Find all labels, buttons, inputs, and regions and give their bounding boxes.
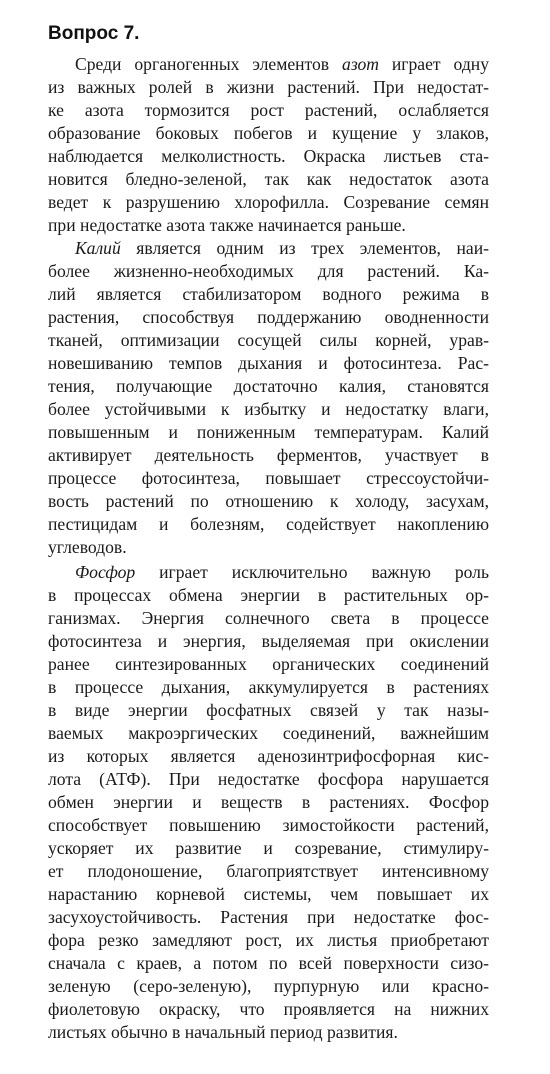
text-line: из важных ролей в жизни растений. При недостат- [48,77,489,97]
question-heading: Вопрос 7. [48,23,140,44]
text-line: лий является стабилизатором водного режима в [48,284,489,304]
text-line: ваемых макроэргических соединений, важнейшим [48,723,489,743]
text-line: тканей, оптимизации сосущей силы корней, урав- [48,330,489,350]
line-text-after: играет одну [378,54,489,74]
text-line: более устойчивыми к избытку и недостатку влаги, [48,399,489,419]
text-line: в процессах обмена энергии в растительных ор- [48,585,489,605]
text-line: зеленую (серо-зеленую), пурпурную или красно- [48,976,489,996]
text-line: ганизмах. Энергия солнечного света в процессе [48,608,489,628]
text-line: растения, способствуя поддержанию оводненности [48,307,489,327]
text-line: в процессе дыхания, аккумулируется в растениях [48,677,489,697]
text-line: ке азота тормозится рост растений, ослабляется [48,100,489,120]
element-term: Фосфор [75,562,136,582]
text-line: при недостатке азота также начинается раньше. [48,215,406,235]
text-line: вость растений по отношению к холоду, засухам, [48,491,489,511]
text-line: засухоустойчивость. Растения при недостатке фос- [48,907,489,927]
element-term: азот [342,54,379,74]
text-line: ранее синтезированных органических соединений [48,654,489,674]
text-line: образование боковых побегов и кущение у злаков, [48,123,489,143]
text-line: новится бледно-зеленой, так как недостаток азота [48,169,489,189]
text-line: повышенным и пониженным температурам. Калий [48,422,489,442]
text-line: углеводов. [48,537,127,557]
text-line: фиолетовую окраску, что проявляется на нижних [48,999,489,1019]
text-line: листьях обычно в начальный период развития. [48,1022,398,1042]
line-text-before: Среди органогенных элементов [75,54,343,74]
element-term: Калий [75,238,121,258]
text-line: пестицидам и болезням, содействует накоплению [48,514,489,534]
text-line: ускоряет их развитие и созревание, стимулиру- [48,838,489,858]
text-line: новешиванию темпов дыхания и фотосинтеза. Рас- [48,353,489,373]
text-line: в виде энергии фосфатных связей у так назы- [48,700,489,720]
line-text-after: играет исключительно важную роль [135,562,489,582]
text-line: тения, получающие достаточно калия, становятся [48,376,489,396]
text-line: нарастанию корневой системы, чем повышает их [48,884,489,904]
text-line: ведет к разрушению хлорофилла. Созревание семян [48,192,489,212]
text-line [75,236,489,260]
text-line: фотосинтеза и энергия, выделяемая при окислении [48,631,489,651]
text-line [75,52,489,76]
text-line: ет плодоношение, благоприятствует интенсивному [48,861,489,881]
text-line: процессе фотосинтеза, повышает стрессоустойчи- [48,468,489,488]
text-line: наблюдается мелколистность. Окраска листьев ста- [48,146,489,166]
text-line: обмен энергии и веществ в растениях. Фосфор [48,792,489,812]
text-line: способствует повышению зимостойкости растений, [48,815,489,835]
text-line: фора резко замедляют рост, их листья приобретают [48,930,489,950]
text-line: из которых является аденозинтрифосфорная кис- [48,746,489,766]
text-line: лота (АТФ). При недостатке фосфора нарушается [48,769,489,789]
text-line [75,560,489,584]
line-text-after: является одним из трех элементов, наи- [120,238,489,258]
text-line: сначала с краев, а потом по всей поверхности сизо- [48,953,489,973]
text-line: более жизненно-необходимых для растений. Ка- [48,261,489,281]
text-line: активирует деятельность ферментов, участвует в [48,445,489,465]
